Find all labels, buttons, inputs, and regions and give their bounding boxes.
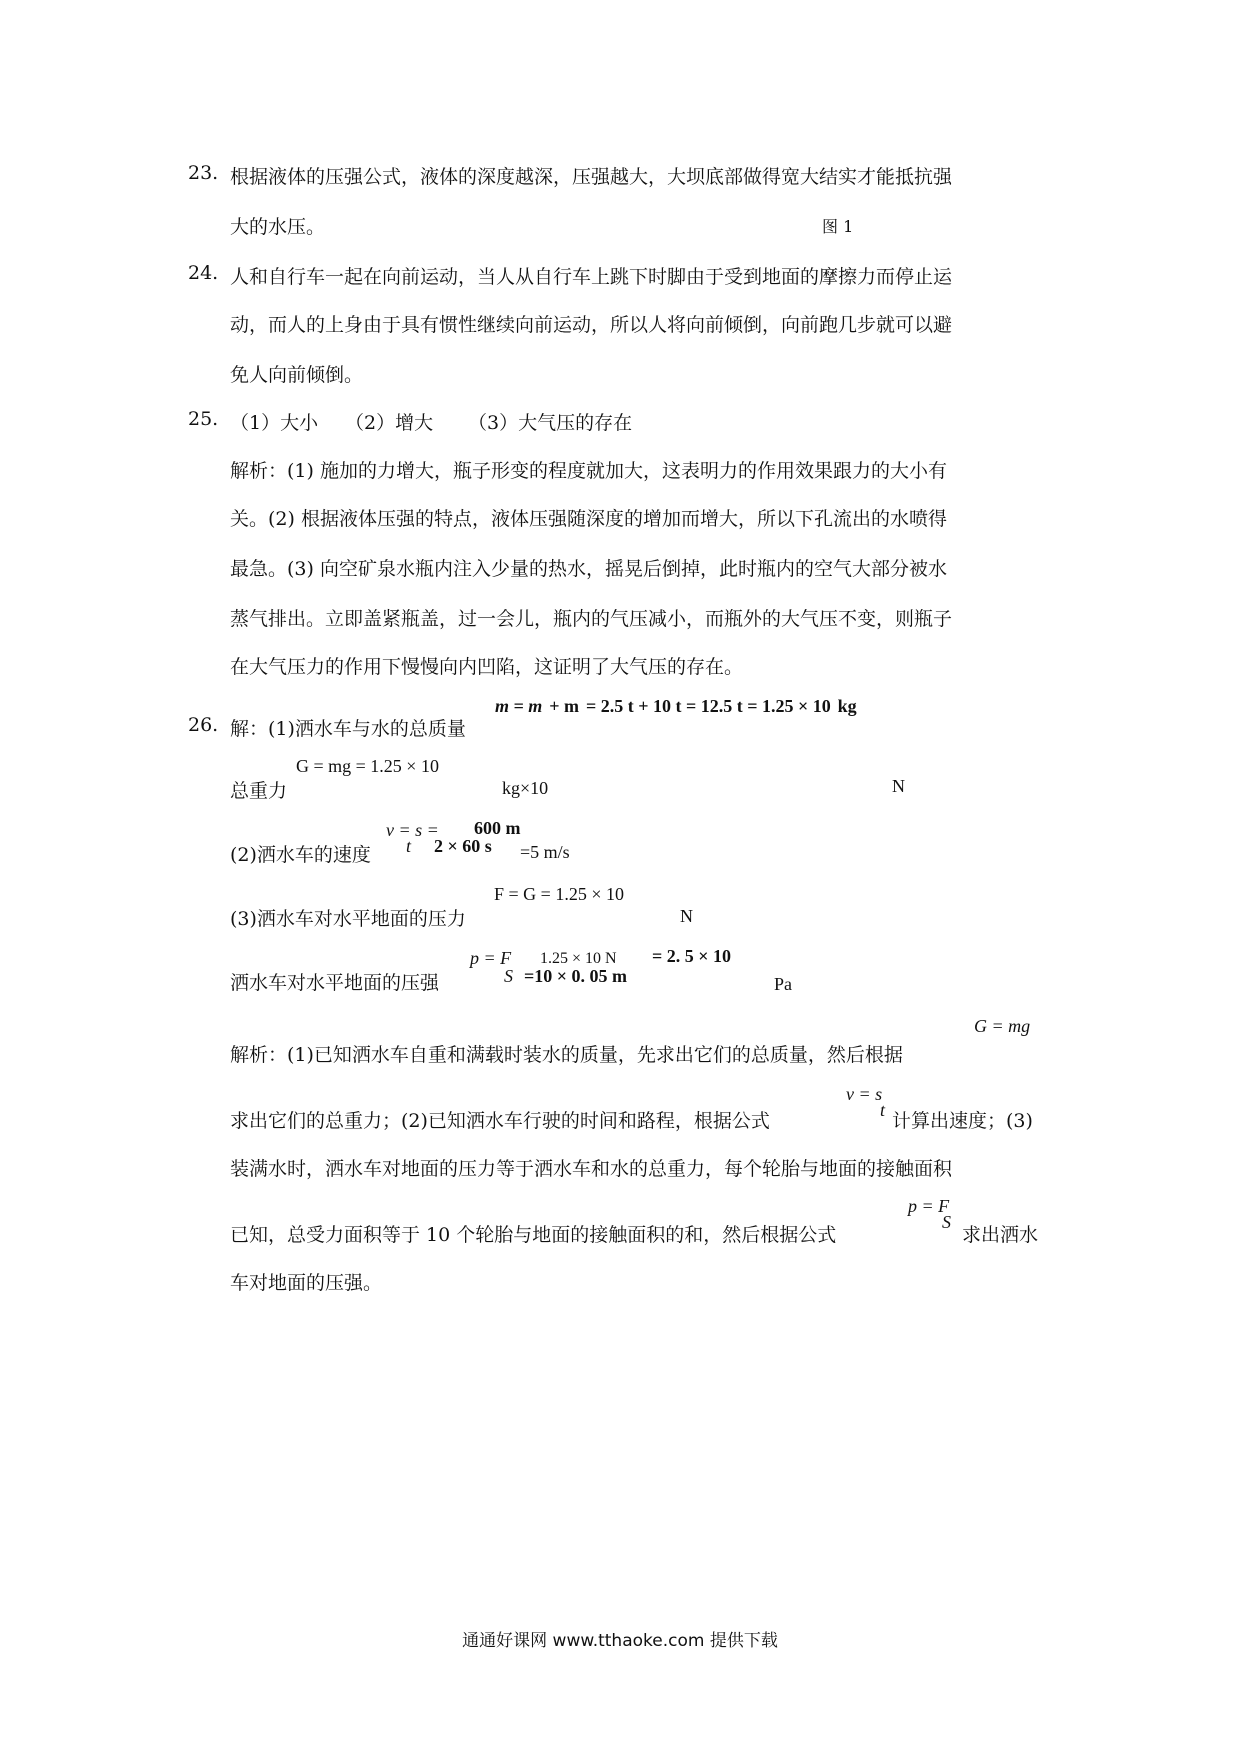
answer-25-3: （3）大气压的存在 [468, 412, 633, 434]
question-23-line-1: 根据液体的压强公式，液体的深度越深，压强越大，大坝底部做得宽大结实才能抵抗强 [230, 166, 953, 188]
mass-unit: kg [837, 696, 857, 716]
question-25-number: 25. [188, 408, 219, 430]
question-23-line-2: 大的水压。 [230, 216, 326, 238]
pressure-formula: p = F [470, 948, 512, 968]
explanation-25-line-2: 关。(2) 根据液体压强的特点，液体压强随深度的增加而增大，所以下孔流出的水喷得 [230, 508, 947, 530]
explanation-26-gravity-formula: G = mg [974, 1016, 1031, 1036]
explanation-26-pressure-formula: p = F [908, 1196, 950, 1216]
question-24-number: 24. [188, 262, 219, 284]
explanation-26-line-5: 车对地面的压强。 [230, 1272, 383, 1294]
explanation-26-line-3: 装满水时，洒水车对地面的压力等于洒水车和水的总重力，每个轮胎与地面的接触面积 [230, 1158, 953, 1180]
gravity-unit: N [892, 776, 905, 796]
question-24-line-3: 免人向前倾倒。 [230, 364, 364, 386]
pressure-force-formula: F = G = 1.25 × 10 [494, 884, 624, 904]
explanation-26-line-2a: 求出它们的总重力；(2)已知洒水车行驶的时间和路程，根据公式 [230, 1110, 770, 1132]
speed-denominator: 2 × 60 s [434, 836, 492, 856]
mass-plus: + m [549, 696, 580, 716]
mass-calculation: = 2.5 t + 10 t = 12.5 t = 1.25 × 10 [586, 696, 831, 716]
footer-text: 通通好课网 www.tthaoke.com 提供下载 [462, 1631, 778, 1651]
total-mass-formula [495, 696, 857, 720]
explanation-26-line-4a: 已知，总受力面积等于 10 个轮胎与地面的接触面积的和，然后根据公式 [230, 1224, 837, 1246]
pressure-force-unit: N [680, 906, 693, 926]
explanation-26-speed-time: t [880, 1100, 886, 1120]
explanation-26-line-2b: 计算出速度；(3) [892, 1110, 1033, 1132]
explanation-25-line-1: 解析：(1) 施加的力增大，瓶子形变的程度就加大，这表明力的作用效果跟力的大小有 [230, 460, 947, 482]
total-gravity-formula: G = mg = 1.25 × 10 [296, 756, 439, 776]
explanation-26-line-4b: 求出洒水 [962, 1224, 1039, 1246]
pressure-denominator: =10 × 0. 05 m [524, 966, 628, 986]
question-23-number: 23. [188, 162, 219, 184]
total-mass-label: 解：(1)洒水车与水的总质量 [230, 718, 466, 740]
pressure-label: 洒水车对水平地面的压强 [230, 972, 440, 994]
question-26-number: 26. [188, 714, 219, 736]
question-24-line-1: 人和自行车一起在向前运动，当人从自行车上跳下时脚由于受到地面的摩擦力而停止运 [230, 266, 953, 288]
explanation-25-line-4: 蒸气排出。立即盖紧瓶盖，过一会儿，瓶内的气压减小，而瓶外的大气压不变，则瓶子 [230, 608, 953, 630]
explanation-25-line-5: 在大气压力的作用下慢慢向内凹陷，这证明了大气压的存在。 [230, 656, 744, 678]
speed-label: (2)洒水车的速度 [230, 844, 371, 866]
gravity-multiplier: kg×10 [502, 778, 549, 798]
speed-formula: v = s = [386, 820, 439, 840]
explanation-26-speed-formula: v = s [846, 1084, 883, 1104]
speed-result: =5 m/s [520, 842, 570, 862]
explanation-25-line-3: 最急。(3) 向空矿泉水瓶内注入少量的热水，摇晃后倒掉，此时瓶内的空气大部分被水 [230, 558, 947, 580]
figure-label: 图 1 [822, 217, 854, 236]
pressure-unit: Pa [774, 974, 792, 994]
pressure-area-symbol: S [504, 966, 513, 986]
answer-25-2: （2）增大 [345, 412, 434, 434]
pressure-numerator: 1.25 × 10 N [540, 950, 617, 967]
pressure-result: = 2. 5 × 10 [652, 946, 732, 966]
total-gravity-label: 总重力 [230, 780, 288, 802]
speed-numerator: 600 m [474, 818, 521, 838]
answer-25-1: （1）大小 [230, 412, 319, 434]
mass-symbol: m = m [495, 696, 543, 716]
speed-time-symbol: t [406, 836, 412, 856]
explanation-26-pressure-area: S [942, 1212, 951, 1232]
question-24-line-2: 动，而人的上身由于具有惯性继续向前运动，所以人将向前倾倒，向前跑几步就可以避 [230, 314, 953, 336]
pressure-force-label: (3)洒水车对水平地面的压力 [230, 908, 466, 930]
explanation-26-line-1: 解析：(1)已知洒水车自重和满载时装水的质量，先求出它们的总质量，然后根据 [230, 1044, 903, 1066]
